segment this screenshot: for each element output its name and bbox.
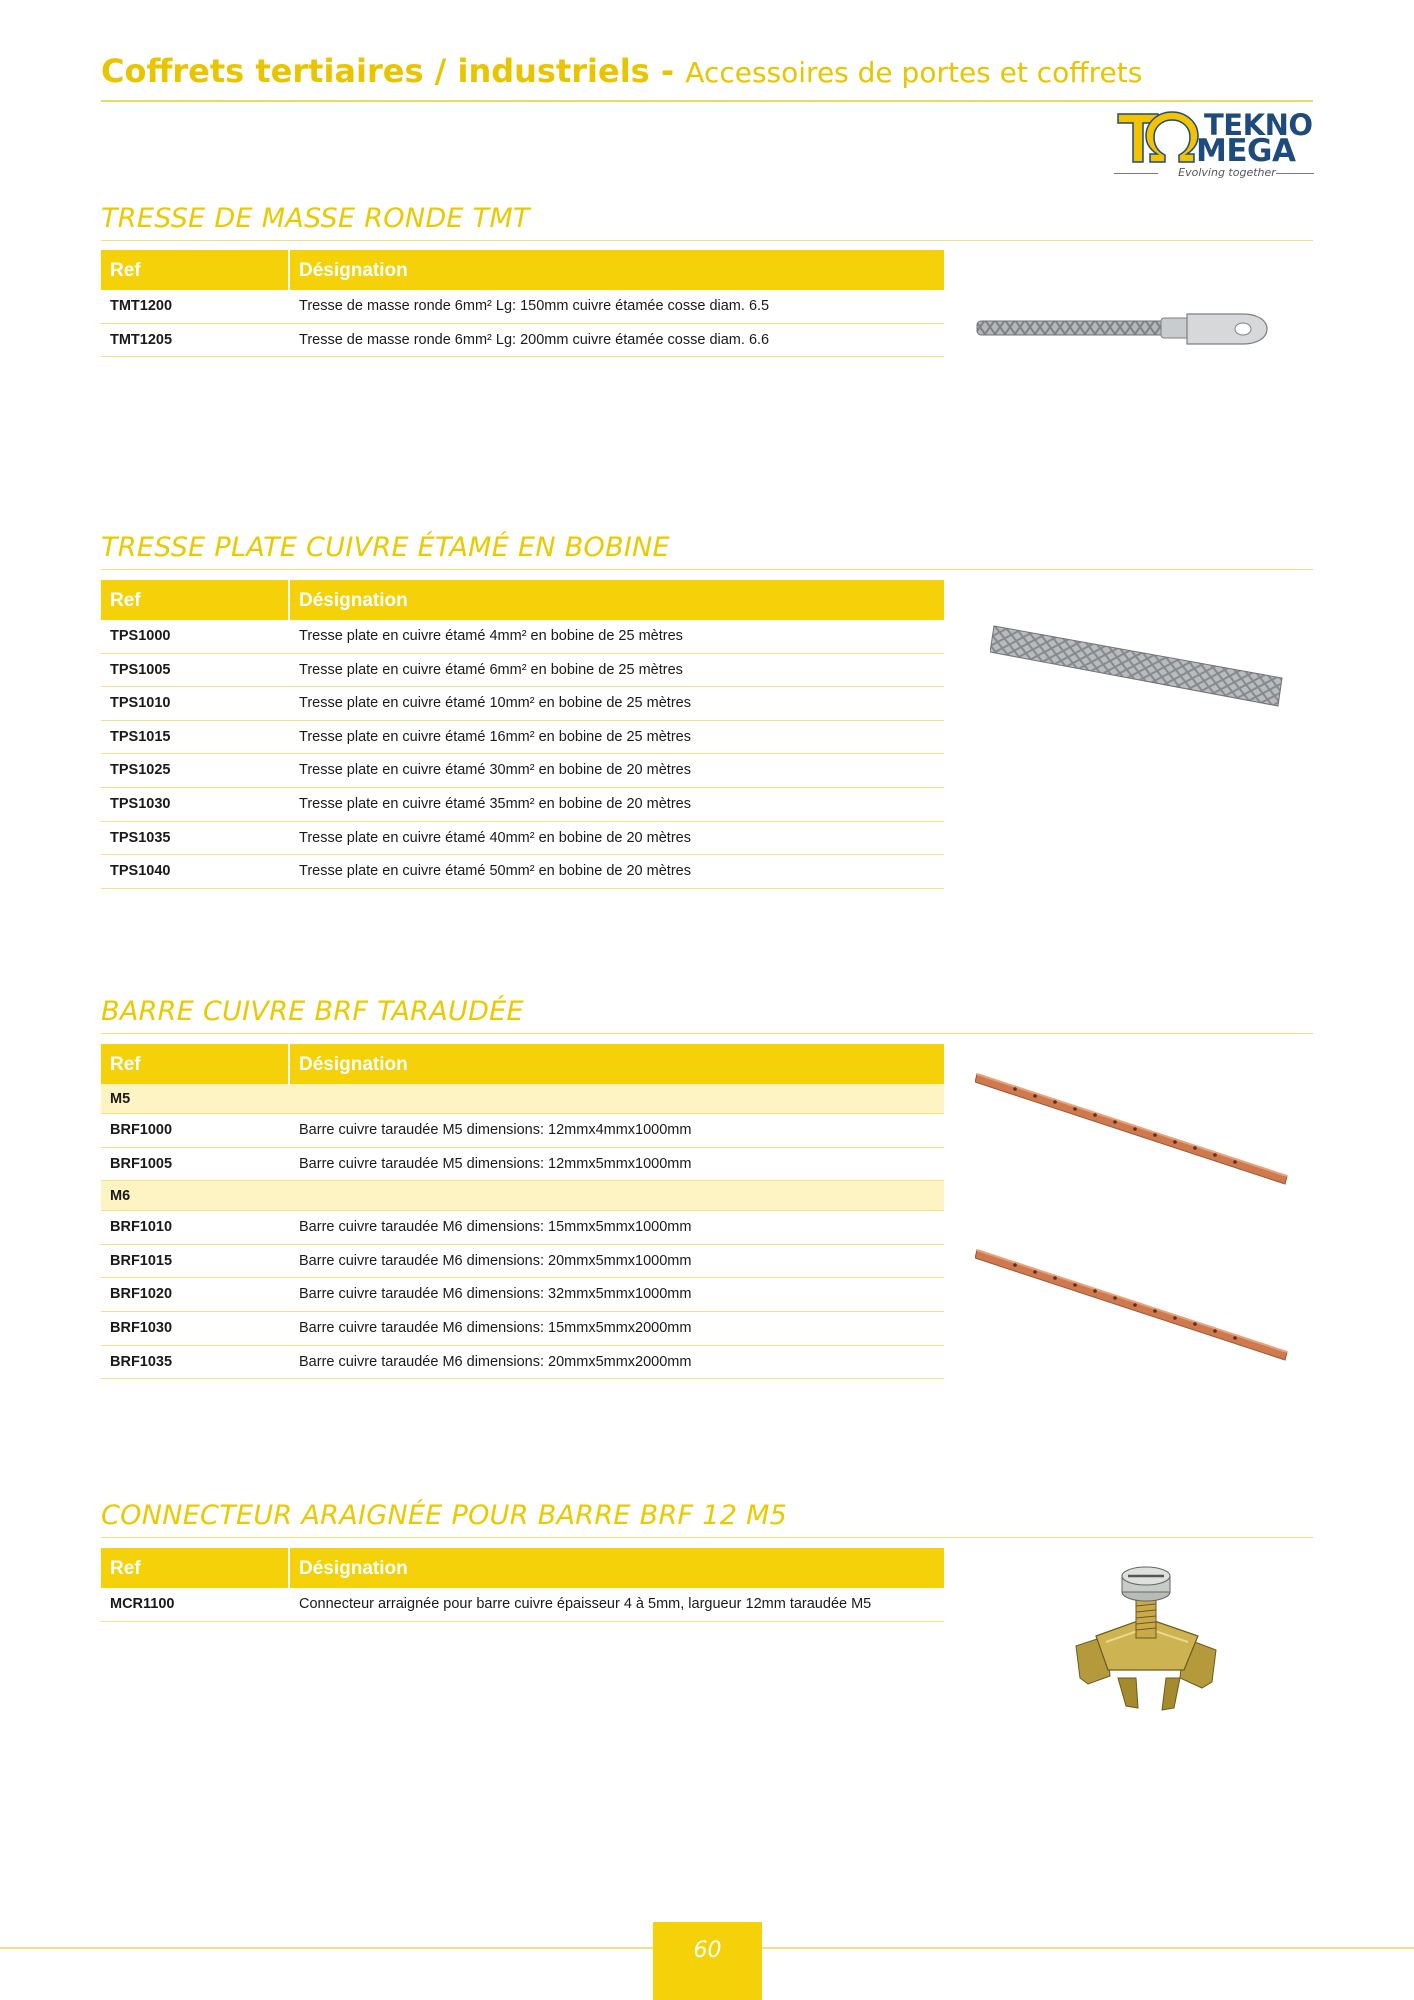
table-tps bbox=[101, 580, 944, 889]
table-row bbox=[101, 290, 944, 324]
group-label: M6 bbox=[110, 1188, 131, 1205]
table-row bbox=[101, 1114, 944, 1148]
row-designation: Tresse plate en cuivre étamé 50mm² en bobine de 20 mètres bbox=[299, 863, 691, 880]
table-row bbox=[101, 1312, 944, 1346]
row-ref: TPS1030 bbox=[110, 795, 171, 812]
copper-bar-image-2 bbox=[975, 1244, 1295, 1364]
row-ref: TPS1025 bbox=[110, 762, 171, 779]
row-designation: Tresse plate en cuivre étamé 30mm² en bobine de 20 mètres bbox=[299, 762, 691, 779]
page-subtitle: Accessoires de portes et coffrets bbox=[685, 56, 1143, 89]
section-title-mcr: CONNECTEUR ARAIGNÉE POUR BARRE BRF 12 M5 bbox=[101, 1500, 1313, 1538]
spider-connector-image bbox=[1066, 1566, 1226, 1716]
copper-bar-image-1 bbox=[975, 1068, 1295, 1188]
header-ref: Ref bbox=[110, 260, 141, 281]
table-row bbox=[101, 324, 944, 358]
table-row bbox=[101, 1278, 944, 1312]
table-row bbox=[101, 1211, 944, 1245]
table-row bbox=[101, 822, 944, 856]
table-row bbox=[101, 687, 944, 721]
table-row bbox=[101, 721, 944, 755]
row-designation: Barre cuivre taraudée M5 dimensions: 12mmx4mmx1000mm bbox=[299, 1122, 692, 1138]
row-designation: Barre cuivre taraudée M5 dimensions: 12mmx5mmx1000mm bbox=[299, 1155, 692, 1172]
row-ref: BRF1000 bbox=[110, 1122, 173, 1138]
row-designation: Tresse plate en cuivre étamé 10mm² en bobine de 25 mètres bbox=[299, 695, 691, 712]
header-divider bbox=[288, 250, 290, 290]
row-designation: Barre cuivre taraudée M6 dimensions: 20mmx5mmx2000mm bbox=[299, 1353, 692, 1370]
page-title: Coffrets tertiaires / industriels - bbox=[101, 52, 686, 90]
header-designation: Désignation bbox=[299, 260, 408, 281]
row-designation: Barre cuivre taraudée M6 dimensions: 15mmx5mmx1000mm bbox=[299, 1219, 692, 1236]
row-ref: BRF1020 bbox=[110, 1286, 173, 1303]
row-ref: TPS1005 bbox=[110, 661, 171, 678]
table-row bbox=[101, 1588, 944, 1622]
row-designation: Tresse plate en cuivre étamé 6mm² en bobine de 25 mètres bbox=[299, 661, 683, 678]
table-header bbox=[101, 1548, 944, 1588]
flat-braid-image bbox=[990, 620, 1290, 710]
header-ref: Ref bbox=[110, 1558, 141, 1579]
page-header bbox=[101, 52, 1313, 102]
logo-rule-right bbox=[1276, 173, 1314, 174]
group-label: M5 bbox=[110, 1091, 131, 1107]
row-ref: BRF1035 bbox=[110, 1353, 173, 1370]
table-row bbox=[101, 1148, 944, 1182]
row-designation: Tresse de masse ronde 6mm² Lg: 150mm cuivre étamée cosse diam. 6.5 bbox=[299, 298, 770, 314]
header-designation: Désignation bbox=[299, 590, 408, 611]
row-ref: BRF1005 bbox=[110, 1155, 173, 1172]
header-designation: Désignation bbox=[299, 1054, 408, 1075]
group-row-m6 bbox=[101, 1181, 944, 1211]
row-designation: Barre cuivre taraudée M6 dimensions: 15mmx5mmx2000mm bbox=[299, 1319, 692, 1336]
row-designation: Connecteur arraignée pour barre cuivre épaisseur 4 à 5mm, largueur 12mm taraudée M5 bbox=[299, 1596, 872, 1612]
tekno-mega-logo bbox=[1110, 106, 1315, 182]
table-tmt bbox=[101, 250, 944, 357]
row-designation: Tresse plate en cuivre étamé 40mm² en bobine de 20 mètres bbox=[299, 829, 691, 846]
header-designation: Désignation bbox=[299, 1558, 408, 1579]
row-designation: Tresse plate en cuivre étamé 4mm² en bobine de 25 mètres bbox=[299, 628, 683, 644]
section-title-tps: TRESSE PLATE CUIVRE ÉTAMÉ EN BOBINE bbox=[101, 532, 1313, 570]
table-row bbox=[101, 1245, 944, 1279]
table-row bbox=[101, 620, 944, 654]
row-designation: Tresse plate en cuivre étamé 16mm² en bobine de 25 mètres bbox=[299, 728, 691, 745]
section-title-brf: BARRE CUIVRE BRF TARAUDÉE bbox=[101, 996, 1313, 1034]
row-designation: Tresse plate en cuivre étamé 35mm² en bobine de 20 mètres bbox=[299, 795, 691, 812]
row-designation: Barre cuivre taraudée M6 dimensions: 20mmx5mmx1000mm bbox=[299, 1252, 692, 1269]
row-ref: TPS1035 bbox=[110, 829, 171, 846]
group-row-m5 bbox=[101, 1084, 944, 1114]
row-ref: TPS1040 bbox=[110, 863, 171, 880]
table-brf bbox=[101, 1044, 944, 1379]
table-header bbox=[101, 1044, 944, 1084]
table-row bbox=[101, 855, 944, 889]
logo-mark-icon bbox=[1110, 106, 1200, 166]
logo-word-mega: MEGA bbox=[1196, 133, 1296, 169]
header-ref: Ref bbox=[110, 1054, 141, 1075]
row-ref: TPS1010 bbox=[110, 695, 171, 712]
row-ref: TPS1000 bbox=[110, 628, 171, 644]
table-row bbox=[101, 654, 944, 688]
row-designation: Tresse de masse ronde 6mm² Lg: 200mm cuivre étamée cosse diam. 6.6 bbox=[299, 331, 770, 348]
table-row bbox=[101, 754, 944, 788]
section-title-tmt: TRESSE DE MASSE RONDE TMT bbox=[101, 203, 1313, 241]
row-ref: TMT1205 bbox=[110, 331, 173, 348]
logo-tagline: Evolving together bbox=[1178, 166, 1276, 179]
row-ref: BRF1010 bbox=[110, 1219, 173, 1236]
row-ref: BRF1015 bbox=[110, 1252, 173, 1269]
round-braid-image bbox=[975, 306, 1275, 356]
table-mcr bbox=[101, 1548, 944, 1622]
table-header bbox=[101, 580, 944, 620]
row-designation: Barre cuivre taraudée M6 dimensions: 32mmx5mmx1000mm bbox=[299, 1286, 692, 1303]
page-number: 60 bbox=[693, 1938, 722, 1963]
page-number-box bbox=[653, 1922, 762, 2000]
table-header bbox=[101, 250, 944, 290]
table-row bbox=[101, 788, 944, 822]
logo-word-tekno: TEKNO bbox=[1204, 108, 1313, 142]
header-divider bbox=[288, 1044, 290, 1084]
header-divider bbox=[288, 580, 290, 620]
row-ref: TMT1200 bbox=[110, 298, 173, 314]
table-row bbox=[101, 1346, 944, 1380]
header-ref: Ref bbox=[110, 590, 141, 611]
header-divider bbox=[288, 1548, 290, 1588]
row-ref: BRF1030 bbox=[110, 1319, 173, 1336]
row-ref: TPS1015 bbox=[110, 728, 171, 745]
row-ref: MCR1100 bbox=[110, 1596, 175, 1612]
